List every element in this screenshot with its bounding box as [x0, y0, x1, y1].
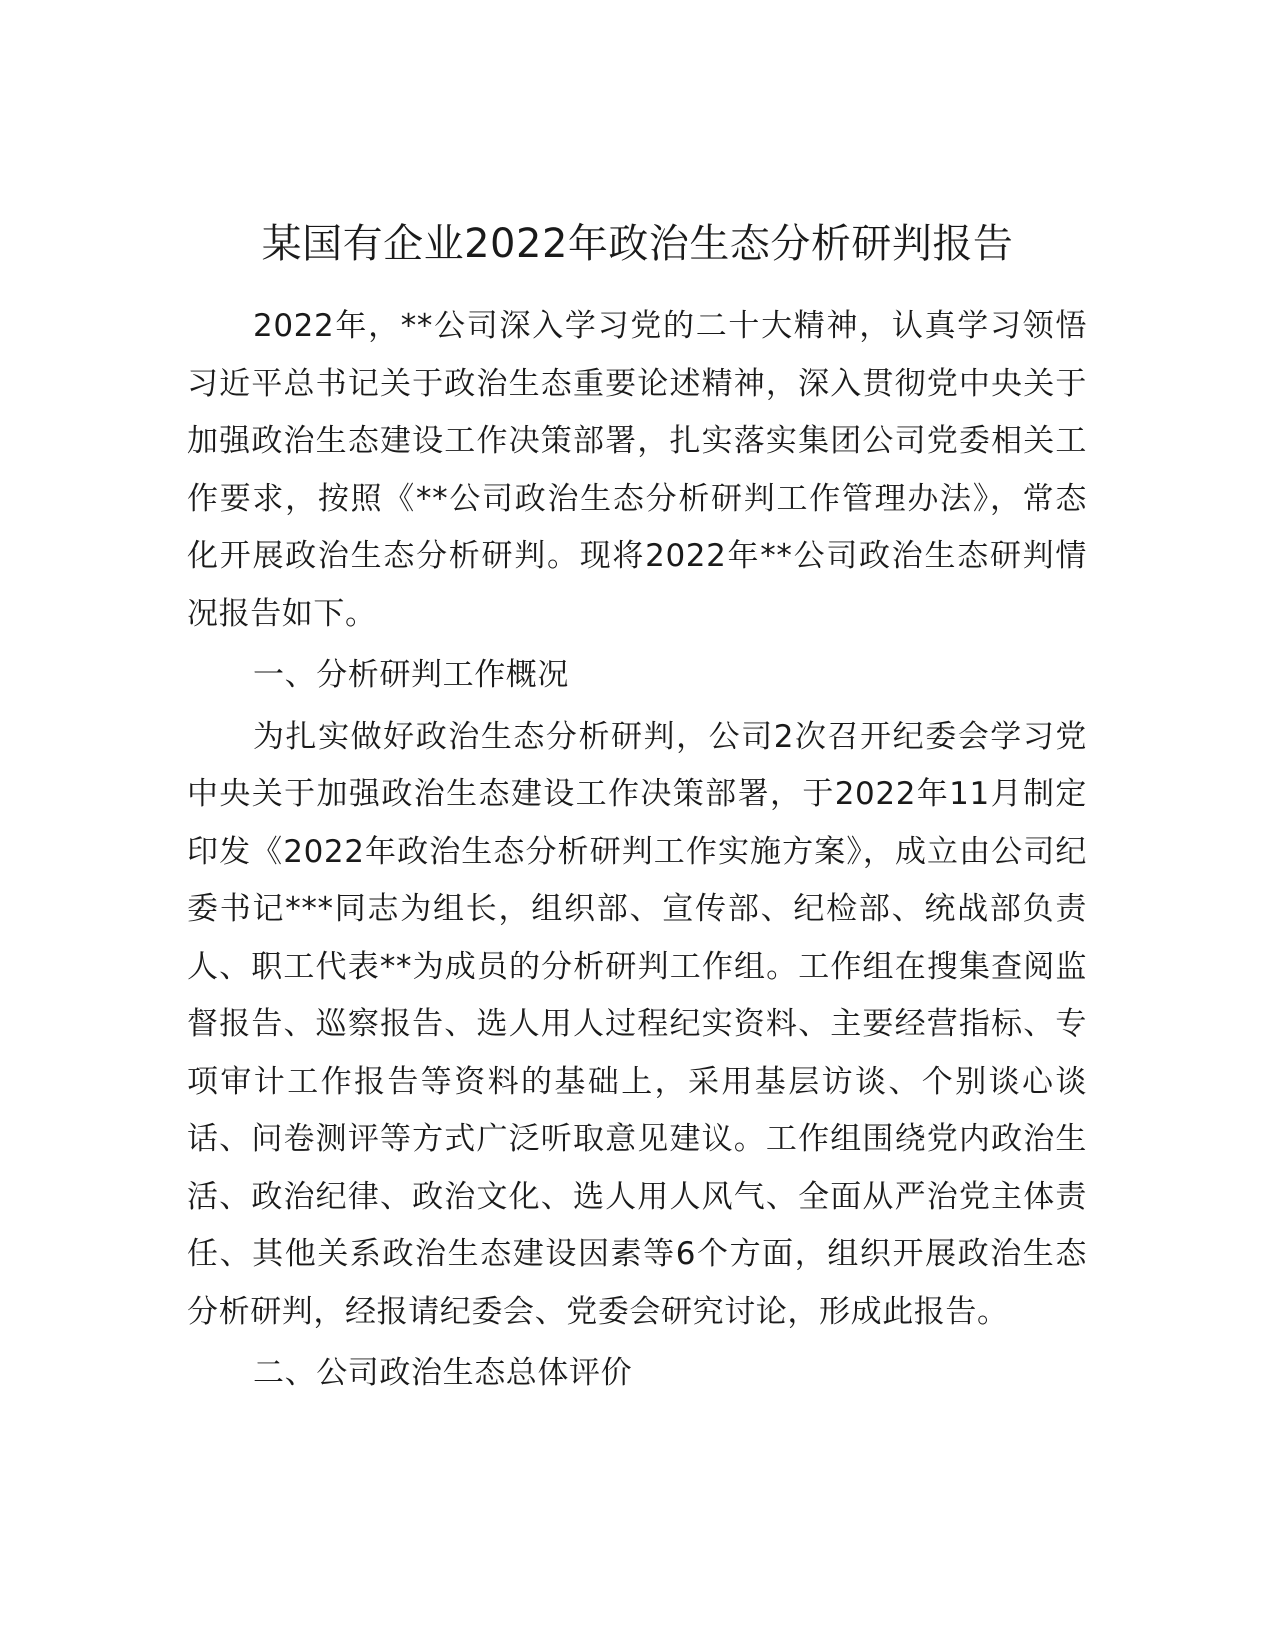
intro-paragraph: 2022年，**公司深入学习党的二十大精神，认真学习领悟习近平总书记关于政治生态重要论述精神，深入贯彻党中央关于加强政治生态建设工作决策部署，扎实落实集团公司党委相关工作要求，按照《**公司政治生态分析研判工作管理办法》，常态化开展政治生态分析研判。现将2022年**公司政治生态研判情况报告如下。: [187, 308, 1087, 632]
document-body: [187, 298, 1087, 1403]
overview-paragraph: 为扎实做好政治生态分析研判，公司2次召开纪委会学习党中央关于加强政治生态建设工作决策部署，于2022年11月制定印发《2022年政治生态分析研判工作实施方案》，成立由公司纪委书记***同志为组长，组织部、宣传部、纪检部、统战部负责人、职工代表**为成员的分析研判工作组。工作组在搜集查阅监督报告、巡察报告、选人用人过程纪实资料、主要经营指标、专项审计工作报告等资料的基础上，采用基层访谈、个别谈心谈话、问卷测评等方式广泛听取意见建议。工作组围绕党内政治生活、政治纪律、政治文化、选人用人风气、全面从严治党主体责任、其他关系政治生态建设因素等6个方面，组织开展政治生态分析研判，经报请纪委会、党委会研究讨论，形成此报告。: [187, 718, 1087, 1330]
section-heading-overview: 一、分析研判工作概况: [253, 657, 569, 693]
document-title: 某国有企业2022年政治生态分析研判报告: [261, 221, 1014, 267]
section-heading-evaluation: 二、公司政治生态总体评价: [253, 1355, 633, 1391]
